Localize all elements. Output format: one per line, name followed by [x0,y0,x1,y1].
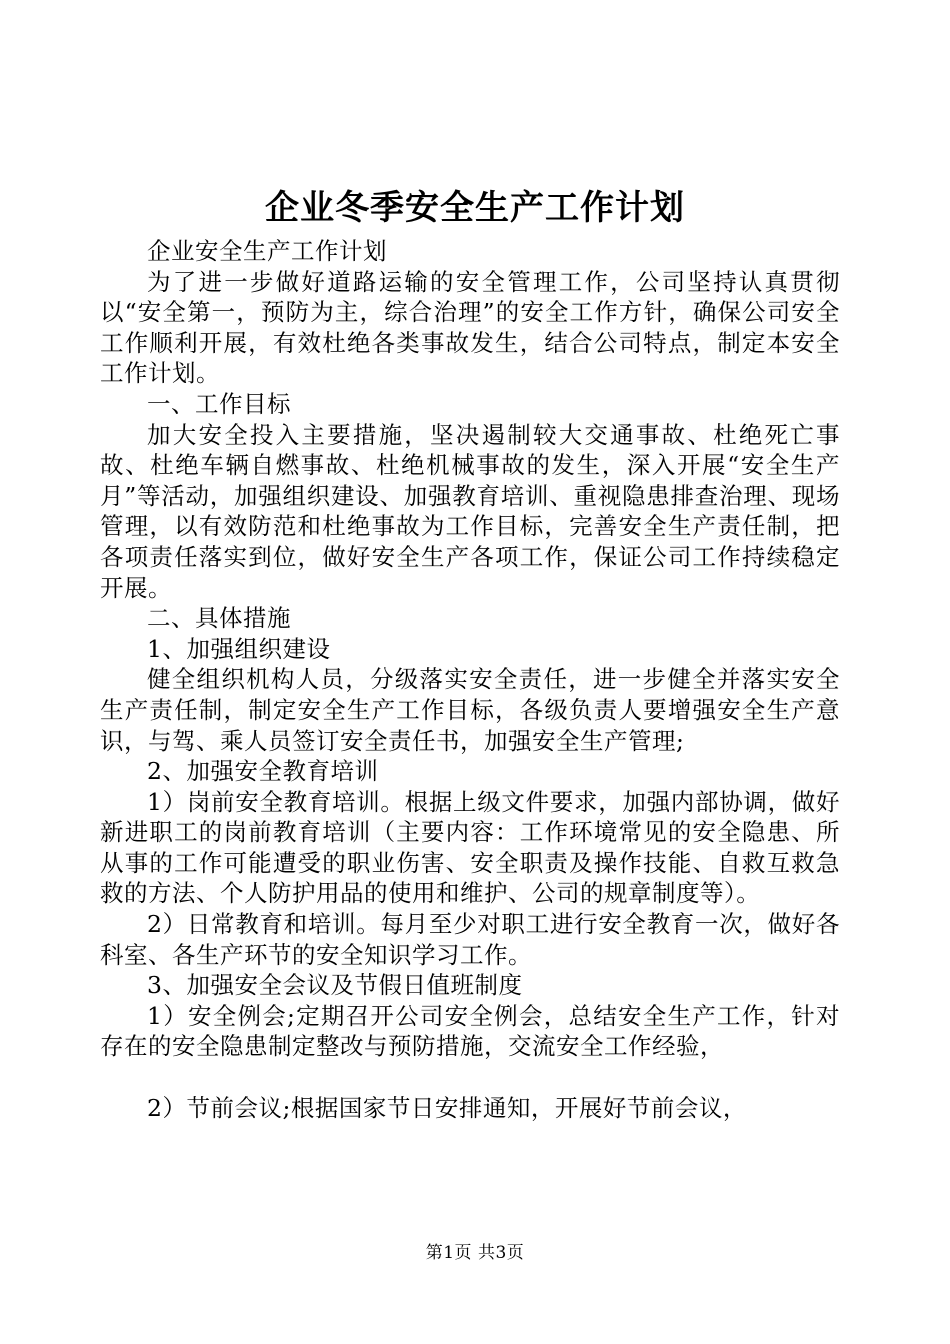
paragraph-intro: 为了进一步做好道路运输的安全管理工作，公司坚持认真贯彻以“安全第一，预防为主，综合治理”的安全工作方针，确保公司安全工作顺利开展，有效杜绝各类事故发生，结合公司特点，制定本安全工作计划。 [100,267,840,388]
document-title: 企业冬季安全生产工作计划 [265,188,685,228]
heading-education: 2、加强安全教育培训 [147,757,379,786]
paragraph-organization: 健全组织机构人员，分级落实安全责任，进一步健全并落实安全生产责任制，制定安全生产工作目标，各级负责人要增强安全生产意识，与驾、乘人员签订安全责任书，加强安全生产管理; [100,665,840,755]
page-footer: 第1页 共3页 [425,1243,525,1263]
paragraph-pre-job-training: 1）岗前安全教育培训。根据上级文件要求，加强内部协调，做好新进职工的岗前教育培训（主要内容：工作环境常见的安全隐患、所从事的工作可能遭受的职业伤害、安全职责及操作技能、自救互救急救的方法、个人防护用品的使用和维护、公司的规章制度等）。 [100,787,840,908]
document-body [100,236,840,1123]
paragraph-safety-meeting: 1）安全例会;定期召开公司安全例会，总结安全生产工作，针对存在的安全隐患制定整改与预防措施，交流安全工作经验， [100,1001,840,1061]
heading-organization: 1、加强组织建设 [147,634,331,663]
paragraph-work-goal: 加大安全投入主要措施，坚决遏制较大交通事故、杜绝死亡事故、杜绝车辆自燃事故、杜绝机械事故的发生，深入开展“安全生产月”等活动，加强组织建设、加强教育培训、重视隐患排查治理、现场管理，以有效防范和杜绝事故为工作目标，完善安全生产责任制，把各项责任落实到位，做好安全生产各项工作，保证公司工作持续稳定开展。 [100,420,840,602]
heading-meetings: 3、加强安全会议及节假日值班制度 [147,971,523,1000]
heading-work-goal: 一、工作目标 [147,389,291,418]
paragraph-subtitle: 企业安全生产工作计划 [147,237,387,265]
paragraph-daily-training: 2）日常教育和培训。每月至少对职工进行安全教育一次，做好各科室、各生产环节的安全知识学习工作。 [100,910,840,969]
paragraph-holiday-meeting: 2）节前会议;根据国家节日安排通知，开展好节前会议， [147,1093,747,1122]
heading-specific-measures: 二、具体措施 [147,604,291,633]
